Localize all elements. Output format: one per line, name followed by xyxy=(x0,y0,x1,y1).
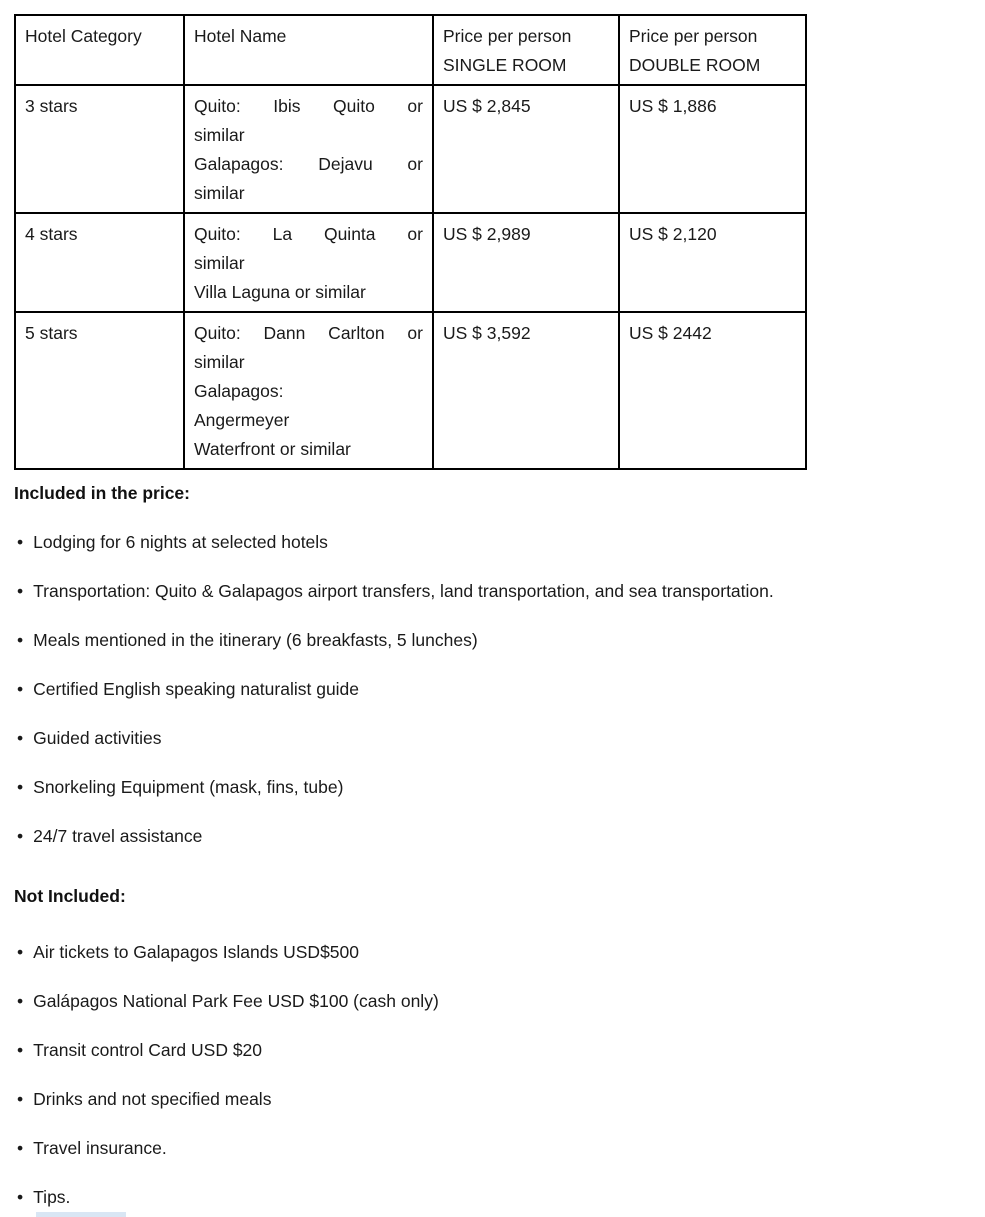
hotel-name-line: similar xyxy=(194,125,245,145)
list-item-text: Transit control Card USD $20 xyxy=(33,1040,263,1060)
hotel-price-table xyxy=(14,14,807,470)
cell-price-double: US $ 1,886 xyxy=(619,85,806,213)
hotel-name-line: Galapagos: Dejavu or xyxy=(194,154,423,174)
document-body xyxy=(14,483,982,1208)
hotel-name-line: similar xyxy=(194,183,245,203)
list-item-text: Snorkeling Equipment (mask, fins, tube) xyxy=(33,777,344,797)
list-item xyxy=(14,777,982,798)
list-item xyxy=(14,728,982,749)
list-item-text: Lodging for 6 nights at selected hotels xyxy=(33,532,328,552)
not-included-heading: Not Included: xyxy=(14,886,126,906)
hotel-name-line: Villa Laguna or similar xyxy=(194,282,366,302)
included-section xyxy=(14,483,982,847)
list-item xyxy=(14,991,982,1012)
hotel-name-line: Angermeyer xyxy=(194,410,290,430)
table-header-row xyxy=(15,15,806,85)
column-header-price-single xyxy=(433,15,619,85)
cell-price-single: US $ 3,592 xyxy=(433,312,619,469)
column-header-hotel-category xyxy=(15,15,184,85)
list-item-text: Air tickets to Galapagos Islands USD$500 xyxy=(33,942,360,962)
list-item xyxy=(14,826,982,847)
list-item xyxy=(14,679,982,700)
table-row xyxy=(15,85,806,213)
cell-price-single: US $ 2,845 xyxy=(433,85,619,213)
list-item-text: Meals mentioned in the itinerary (6 breakfasts, 5 lunches) xyxy=(33,630,478,650)
included-heading: Included in the price: xyxy=(14,483,190,503)
hotel-name-line: similar xyxy=(194,352,245,372)
list-item xyxy=(14,630,982,651)
cell-hotel-name xyxy=(184,213,433,312)
hotel-name-line: Waterfront or similar xyxy=(194,439,351,459)
list-item-text: Galápagos National Park Fee USD $100 (cash only) xyxy=(33,991,439,1011)
column-header-hotel-name xyxy=(184,15,433,85)
page-bottom-cutoff-blue-line xyxy=(36,1212,126,1217)
not-included-section xyxy=(14,886,982,1208)
cell-price-double: US $ 2,120 xyxy=(619,213,806,312)
table-row xyxy=(15,312,806,469)
hotel-name-line: Quito: La Quinta or xyxy=(194,224,423,244)
list-item-text: Tips. xyxy=(33,1187,71,1207)
column-header-line: Price per person xyxy=(629,26,758,46)
hotel-name-line: Galapagos: xyxy=(194,381,284,401)
list-item xyxy=(14,581,982,602)
column-header-line: DOUBLE ROOM xyxy=(629,55,761,75)
hotel-name-line: similar xyxy=(194,253,245,273)
column-header-line: Hotel Name xyxy=(194,26,287,46)
hotel-name-line: Quito: Ibis Quito or xyxy=(194,96,423,116)
cell-hotel-category: 4 stars xyxy=(15,213,184,312)
cell-hotel-category: 5 stars xyxy=(15,312,184,469)
hotel-name-line: Quito: Dann Carlton or xyxy=(194,323,423,343)
column-header-line: Price per person xyxy=(443,26,572,46)
list-item xyxy=(14,1138,982,1159)
cell-price-double: US $ 2442 xyxy=(619,312,806,469)
list-item xyxy=(14,942,982,963)
cell-hotel-category: 3 stars xyxy=(15,85,184,213)
list-item xyxy=(14,1187,982,1208)
list-item xyxy=(14,1040,982,1061)
column-header-line: SINGLE ROOM xyxy=(443,55,567,75)
column-header-price-double xyxy=(619,15,806,85)
table-row xyxy=(15,213,806,312)
included-list xyxy=(14,532,982,847)
not-included-list xyxy=(14,942,982,1208)
cell-hotel-name xyxy=(184,312,433,469)
cell-hotel-name xyxy=(184,85,433,213)
list-item xyxy=(14,1089,982,1110)
list-item-text: Transportation: Quito & Galapagos airport transfers, land transportation, and sea transportation. xyxy=(33,581,774,601)
list-item-text: Travel insurance. xyxy=(33,1138,167,1158)
list-item-text: Certified English speaking naturalist guide xyxy=(33,679,360,699)
column-header-line: Hotel Category xyxy=(25,26,142,46)
list-item-text: 24/7 travel assistance xyxy=(33,826,203,846)
list-item xyxy=(14,532,982,553)
cell-price-single: US $ 2,989 xyxy=(433,213,619,312)
list-item-text: Guided activities xyxy=(33,728,162,748)
list-item-text: Drinks and not specified meals xyxy=(33,1089,272,1109)
